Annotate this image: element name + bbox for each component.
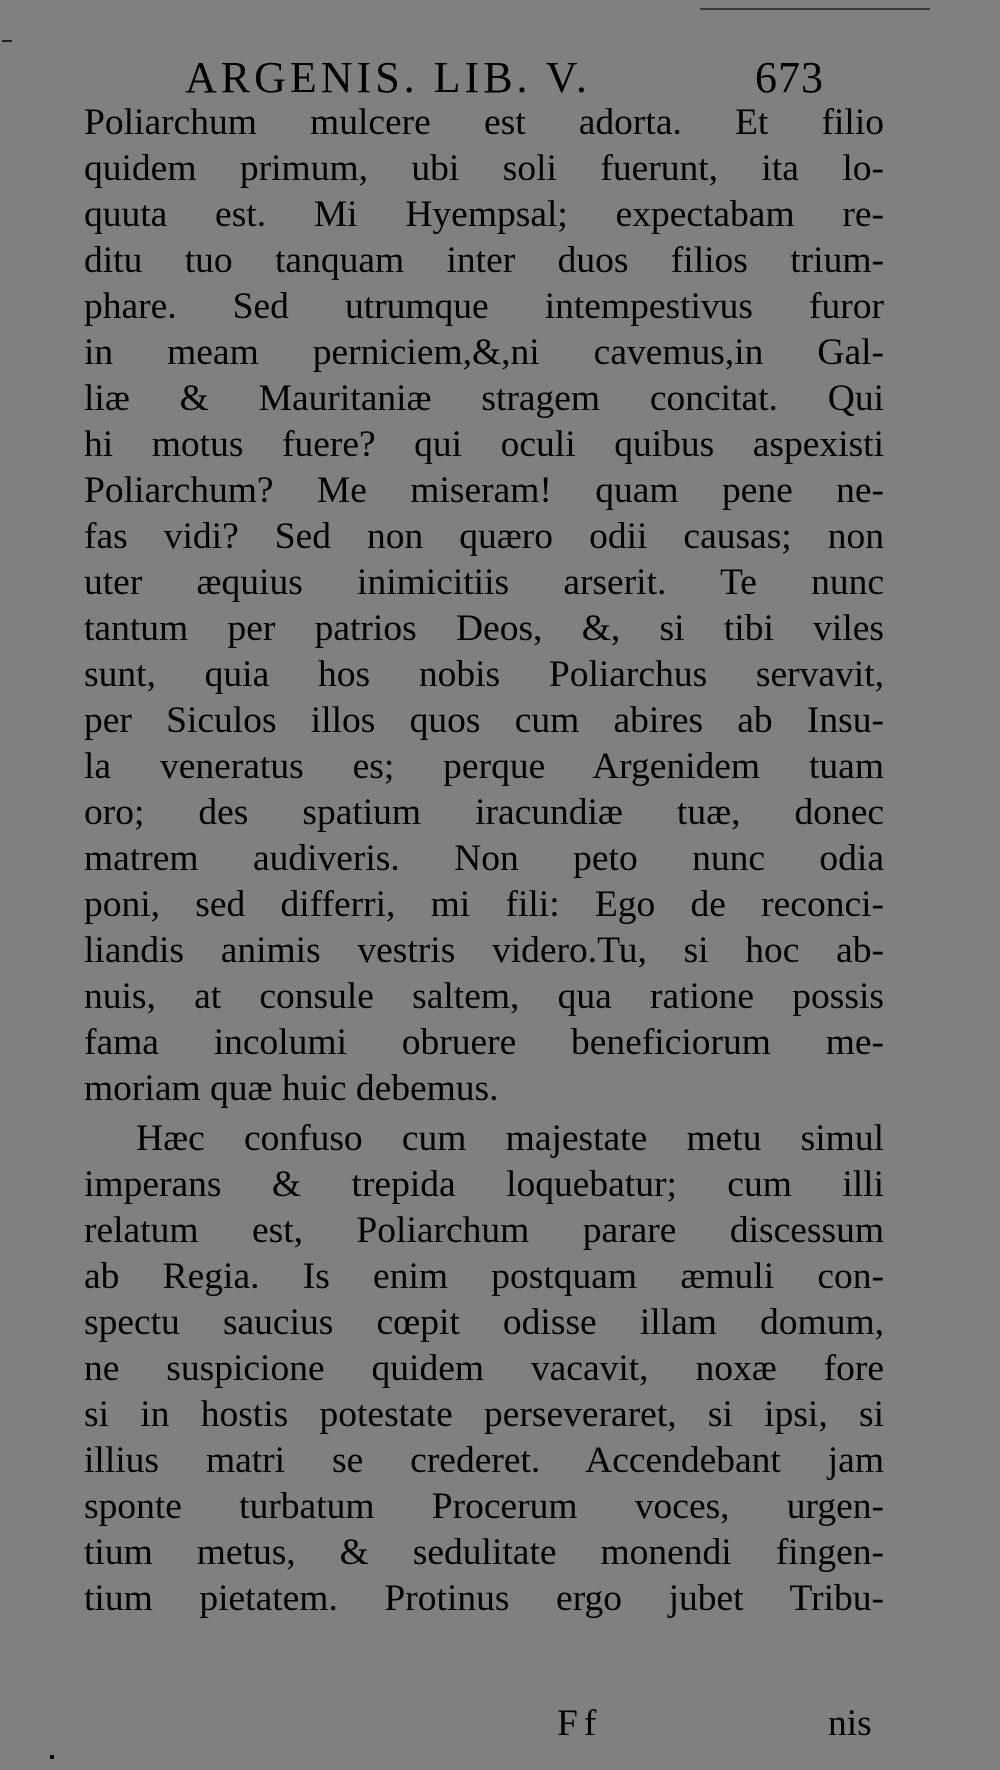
- page-number: 673: [755, 53, 824, 102]
- page-header: [185, 52, 885, 102]
- paragraph: [84, 1116, 884, 1622]
- text-line: phare. Sed utrumque intempestivus furor: [84, 286, 884, 327]
- text-line: liandis animis vestris videro.Tu, si hoc ab-: [84, 930, 884, 971]
- text-line: Poliarchum mulcere est adorta. Et filio: [84, 102, 884, 143]
- text-line: imperans & trepida loquebatur; cum illi: [84, 1164, 884, 1205]
- text-line: spectu saucius cœpit odisse illam domum,: [84, 1302, 884, 1343]
- text-line: si in hostis potestate perseveraret, si ipsi, si: [84, 1394, 884, 1435]
- text-line: uter æquius inimicitiis arserit. Te nunc: [84, 562, 884, 603]
- text-line: fas vidi? Sed non quæro odii causas; non: [84, 516, 884, 557]
- text-line: ne suspicione quidem vacavit, noxæ fore: [84, 1348, 884, 1389]
- text-line: oro; des spatium iracundiæ tuæ, donec: [84, 792, 884, 833]
- body-text: [84, 100, 884, 1622]
- catchword: nis: [828, 1703, 872, 1744]
- text-line: hi motus fuere? qui oculi quibus aspexisti: [84, 424, 884, 465]
- text-line: liæ & Mauritaniæ stragem concitat. Qui: [84, 378, 884, 419]
- text-line: per Siculos illos quos cum abires ab Insu-: [84, 700, 884, 741]
- signature-mark: Ff: [557, 1703, 603, 1744]
- text-line: tium metus, & sedulitate monendi fingen-: [84, 1532, 884, 1573]
- text-line: relatum est, Poliarchum parare discessum: [84, 1210, 884, 1251]
- text-line: Hæc confuso cum majestate metu simul: [136, 1118, 884, 1159]
- text-line: moriam quæ huic debemus.: [84, 1068, 499, 1109]
- text-line: quidem primum, ubi soli fuerunt, ita lo-: [84, 148, 884, 189]
- scan-edge-mark: [2, 40, 12, 42]
- paragraph: [84, 100, 884, 1112]
- text-line: tantum per patrios Deos, &, si tibi viles: [84, 608, 884, 649]
- text-line: sponte turbatum Procerum voces, urgen-: [84, 1486, 884, 1527]
- text-line: la veneratus es; perque Argenidem tuam: [84, 746, 884, 787]
- page-footer: [0, 1702, 1000, 1752]
- text-line: matrem audiveris. Non peto nunc odia: [84, 838, 884, 879]
- scan-edge-line: [700, 8, 930, 10]
- text-line: tium pietatem. Protinus ergo jubet Tribu-: [84, 1578, 884, 1619]
- text-line: illius matri se crederet. Accendebant jam: [84, 1440, 884, 1481]
- text-line: quuta est. Mi Hyempsal; expectabam re-: [84, 194, 884, 235]
- text-line: poni, sed differri, mi fili: Ego de reconci-: [84, 884, 884, 925]
- text-line: nuis, at consule saltem, qua ratione possis: [84, 976, 884, 1017]
- text-line: ab Regia. Is enim postquam æmuli con-: [84, 1256, 884, 1297]
- scan-speck: [50, 1755, 54, 1759]
- text-line: in meam perniciem,&,ni cavemus,in Gal-: [84, 332, 884, 373]
- text-line: ditu tuo tanquam inter duos filios trium-: [84, 240, 884, 281]
- text-line: Poliarchum? Me miseram! quam pene ne-: [84, 470, 884, 511]
- text-line: fama incolumi obruere beneficiorum me-: [84, 1022, 884, 1063]
- running-title: ARGENIS. LIB. V.: [185, 53, 591, 102]
- text-line: sunt, quia hos nobis Poliarchus servavit,: [84, 654, 884, 695]
